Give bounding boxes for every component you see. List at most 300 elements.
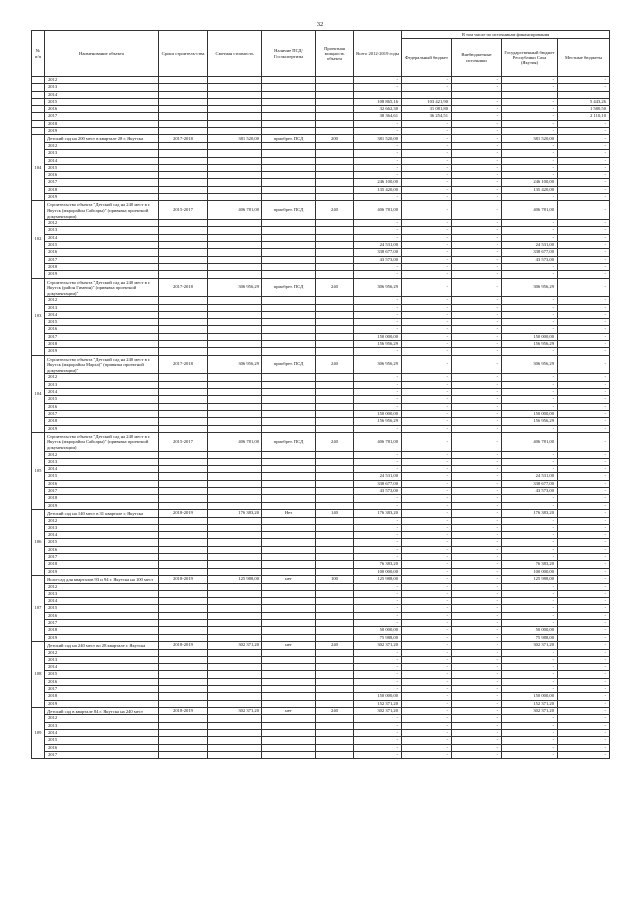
federal-cell: - <box>402 473 452 480</box>
empty-cell <box>159 488 208 495</box>
local-cell: - <box>558 249 610 256</box>
total-cell: - <box>354 502 402 509</box>
table-row <box>32 480 610 487</box>
state-cell: - <box>502 532 558 539</box>
year-cell: 2014 <box>45 664 159 671</box>
object-extra: - <box>452 355 502 374</box>
object-state: 302 371,20 <box>502 641 558 649</box>
federal-cell: - <box>402 157 452 164</box>
empty-cell <box>262 333 316 340</box>
empty-cell <box>208 396 262 403</box>
object-total: 406 781,00 <box>354 432 402 451</box>
empty-cell <box>262 612 316 619</box>
empty-cell <box>262 98 316 105</box>
empty-cell <box>316 150 354 157</box>
state-cell: - <box>502 389 558 396</box>
empty-cell <box>316 546 354 553</box>
total-cell: - <box>354 737 402 744</box>
total-cell: - <box>354 546 402 553</box>
empty-cell <box>262 91 316 98</box>
empty-cell <box>159 403 208 410</box>
empty-cell <box>159 737 208 744</box>
table-row <box>32 671 610 678</box>
table-row <box>32 539 610 546</box>
extra-cell: - <box>452 466 502 473</box>
extra-cell: - <box>452 737 502 744</box>
total-cell: - <box>354 120 402 127</box>
empty-cell <box>262 418 316 425</box>
empty-cell <box>159 164 208 171</box>
table-row <box>32 326 610 333</box>
empty-cell <box>316 172 354 179</box>
header-state: Государственный бюджет Республики Саха (Якутия) <box>502 39 558 77</box>
empty-cell <box>159 715 208 722</box>
federal-cell: - <box>402 656 452 663</box>
empty-cell <box>316 627 354 634</box>
local-cell: - <box>558 326 610 333</box>
object-psd: приобрет. ПСД <box>262 135 316 143</box>
year-cell: 2014 <box>45 730 159 737</box>
state-cell: 24 531,00 <box>502 473 558 480</box>
empty-cell <box>316 256 354 263</box>
empty-cell <box>159 150 208 157</box>
empty-cell <box>159 466 208 473</box>
object-number: 104 <box>32 355 45 432</box>
table-row <box>32 396 610 403</box>
local-cell: - <box>558 627 610 634</box>
state-cell: - <box>502 271 558 278</box>
empty-cell <box>159 425 208 432</box>
total-cell: - <box>354 234 402 241</box>
local-cell: - <box>558 451 610 458</box>
extra-cell: - <box>452 410 502 417</box>
empty-cell <box>262 220 316 227</box>
object-row <box>32 135 610 143</box>
empty-cell <box>208 744 262 751</box>
object-psd: нет <box>262 641 316 649</box>
extra-cell: - <box>452 730 502 737</box>
state-cell: - <box>502 620 558 627</box>
empty-cell <box>262 649 316 656</box>
empty-cell <box>316 561 354 568</box>
empty-cell <box>316 634 354 641</box>
total-cell: - <box>354 389 402 396</box>
year-cell: 2015 <box>45 539 159 546</box>
local-cell: - <box>558 348 610 355</box>
federal-cell: - <box>402 488 452 495</box>
object-local: - <box>558 575 610 583</box>
year-cell: 2019 <box>45 425 159 432</box>
extra-cell: - <box>452 194 502 201</box>
object-extra: - <box>452 641 502 649</box>
empty-cell <box>208 546 262 553</box>
year-cell: 2015 <box>45 396 159 403</box>
empty-cell <box>208 495 262 502</box>
federal-cell: - <box>402 502 452 509</box>
empty-cell <box>159 605 208 612</box>
empty-cell <box>159 242 208 249</box>
empty-cell <box>208 381 262 388</box>
empty-cell <box>316 671 354 678</box>
object-name: Строительство объекта "Детский сад на 240 мест в г. Якутск (мкрорайон Марха)" (привязка проектной документации)" <box>45 355 159 374</box>
state-cell: - <box>502 374 558 381</box>
empty-cell <box>159 194 208 201</box>
local-cell: - <box>558 319 610 326</box>
local-cell: - <box>558 389 610 396</box>
local-cell: - <box>558 425 610 432</box>
state-cell: - <box>502 649 558 656</box>
object-number: 104 <box>32 135 45 201</box>
empty-cell <box>316 396 354 403</box>
empty-cell <box>208 179 262 186</box>
object-capacity: 240 <box>316 641 354 649</box>
federal-cell: - <box>402 333 452 340</box>
state-cell: - <box>502 744 558 751</box>
federal-cell: - <box>402 678 452 685</box>
total-cell: - <box>354 128 402 135</box>
empty-cell <box>208 172 262 179</box>
table-row <box>32 91 610 98</box>
object-capacity: 100 <box>316 575 354 583</box>
state-cell: 24 531,00 <box>502 242 558 249</box>
table-row <box>32 524 610 531</box>
empty-cell <box>262 495 316 502</box>
object-cost: 381 520,00 <box>208 135 262 143</box>
table-row <box>32 297 610 304</box>
empty-cell <box>316 649 354 656</box>
extra-cell: - <box>452 157 502 164</box>
year-cell: 2017 <box>45 488 159 495</box>
object-state: 406 781,00 <box>502 201 558 220</box>
empty-cell <box>159 186 208 193</box>
empty-cell <box>208 627 262 634</box>
federal-cell: - <box>402 311 452 318</box>
object-psd: Нет <box>262 509 316 517</box>
federal-cell: - <box>402 649 452 656</box>
table-row <box>32 403 610 410</box>
object-extra: - <box>452 201 502 220</box>
year-cell: 2019 <box>45 194 159 201</box>
empty-cell <box>316 311 354 318</box>
year-cell: 2019 <box>45 128 159 135</box>
federal-cell: - <box>402 744 452 751</box>
table-row <box>32 627 610 634</box>
local-cell: - <box>558 164 610 171</box>
empty-cell <box>159 678 208 685</box>
empty-cell <box>159 539 208 546</box>
local-cell: 2 110,10 <box>558 113 610 120</box>
local-cell: - <box>558 532 610 539</box>
federal-cell: - <box>402 722 452 729</box>
federal-cell: - <box>402 598 452 605</box>
federal-cell: - <box>402 517 452 524</box>
extra-cell: - <box>452 561 502 568</box>
year-cell: 2014 <box>45 311 159 318</box>
state-cell: - <box>502 466 558 473</box>
local-cell: - <box>558 554 610 561</box>
object-federal: - <box>402 509 452 517</box>
object-number: 106 <box>32 509 45 575</box>
extra-cell: - <box>452 649 502 656</box>
object-psd: приобрет. ПСД <box>262 355 316 374</box>
table-row <box>32 142 610 149</box>
empty-cell <box>316 381 354 388</box>
total-cell: 100 000,00 <box>354 568 402 575</box>
state-cell: - <box>502 737 558 744</box>
empty-cell <box>316 157 354 164</box>
empty-cell <box>262 77 316 84</box>
extra-cell: - <box>452 693 502 700</box>
state-cell: - <box>502 517 558 524</box>
empty-cell <box>262 561 316 568</box>
state-cell: - <box>502 106 558 113</box>
total-cell: - <box>354 157 402 164</box>
table-row <box>32 451 610 458</box>
object-cost: 306 956,29 <box>208 355 262 374</box>
object-number: 102 <box>32 201 45 278</box>
extra-cell: - <box>452 113 502 120</box>
empty-cell <box>159 561 208 568</box>
empty-cell <box>208 678 262 685</box>
year-cell: 2017 <box>45 256 159 263</box>
object-row <box>32 641 610 649</box>
local-cell: - <box>558 715 610 722</box>
empty-cell <box>159 77 208 84</box>
header-name: Наименование объекта <box>45 31 159 77</box>
empty-cell <box>159 612 208 619</box>
object-cost: 302 371,20 <box>208 707 262 715</box>
federal-cell: - <box>402 620 452 627</box>
year-cell: 2015 <box>45 98 159 105</box>
empty-cell <box>208 473 262 480</box>
year-cell: 2016 <box>45 612 159 619</box>
empty-cell <box>159 271 208 278</box>
empty-cell <box>159 263 208 270</box>
table-row <box>32 242 610 249</box>
total-cell: - <box>354 744 402 751</box>
year-cell: 2016 <box>45 403 159 410</box>
total-cell: 338 677,00 <box>354 480 402 487</box>
total-cell: - <box>354 605 402 612</box>
local-cell: - <box>558 458 610 465</box>
page-number: 32 <box>316 21 324 28</box>
local-cell: - <box>558 649 610 656</box>
table-row <box>32 656 610 663</box>
year-cell: 2017 <box>45 333 159 340</box>
extra-cell: - <box>452 583 502 590</box>
federal-cell: - <box>402 664 452 671</box>
federal-cell: - <box>402 242 452 249</box>
state-cell: - <box>502 612 558 619</box>
object-cost: 406 781,00 <box>208 432 262 451</box>
table-row <box>32 517 610 524</box>
object-capacity: 240 <box>316 707 354 715</box>
empty-cell <box>208 620 262 627</box>
empty-cell <box>262 539 316 546</box>
state-cell: - <box>502 524 558 531</box>
table-row <box>32 532 610 539</box>
state-cell: 135 420,00 <box>502 186 558 193</box>
object-period: 2017-2018 <box>159 355 208 374</box>
extra-cell: - <box>452 304 502 311</box>
table-row <box>32 341 610 348</box>
empty-cell <box>159 179 208 186</box>
empty-cell <box>262 546 316 553</box>
empty-cell <box>159 304 208 311</box>
empty-cell <box>316 304 354 311</box>
empty-cell <box>208 700 262 707</box>
extra-cell: - <box>452 480 502 487</box>
empty-cell <box>316 722 354 729</box>
empty-cell <box>316 263 354 270</box>
empty-cell <box>208 532 262 539</box>
year-cell: 2012 <box>45 297 159 304</box>
extra-cell: - <box>452 84 502 91</box>
extra-cell: - <box>452 546 502 553</box>
total-cell: - <box>354 532 402 539</box>
empty-cell <box>159 524 208 531</box>
extra-cell: - <box>452 488 502 495</box>
empty-cell <box>316 297 354 304</box>
year-cell: 2013 <box>45 381 159 388</box>
empty-cell <box>262 271 316 278</box>
year-cell: 2017 <box>45 179 159 186</box>
state-cell: - <box>502 425 558 432</box>
total-cell: - <box>354 671 402 678</box>
object-capacity: 240 <box>316 355 354 374</box>
empty-cell <box>208 113 262 120</box>
empty-cell <box>316 524 354 531</box>
extra-cell: - <box>452 722 502 729</box>
local-cell: - <box>558 524 610 531</box>
empty-cell <box>208 297 262 304</box>
extra-cell: - <box>452 403 502 410</box>
empty-cell <box>316 242 354 249</box>
table-row <box>32 649 610 656</box>
federal-cell: - <box>402 410 452 417</box>
total-cell: - <box>354 263 402 270</box>
empty-cell <box>262 113 316 120</box>
extra-cell: - <box>452 671 502 678</box>
local-cell: 5 443,26 <box>558 98 610 105</box>
total-cell: 108 865,16 <box>354 98 402 105</box>
empty-cell <box>208 304 262 311</box>
year-cell: 2012 <box>45 451 159 458</box>
empty-cell <box>262 517 316 524</box>
total-cell: 135 420,00 <box>354 186 402 193</box>
empty-cell <box>208 263 262 270</box>
federal-cell: - <box>402 524 452 531</box>
year-cell: 2013 <box>45 84 159 91</box>
empty-cell <box>159 113 208 120</box>
total-cell <box>354 91 402 98</box>
empty-cell <box>159 583 208 590</box>
extra-cell: - <box>452 612 502 619</box>
object-number: 103 <box>32 278 45 355</box>
state-cell: - <box>502 84 558 91</box>
extra-cell: - <box>452 634 502 641</box>
table-row <box>32 612 610 619</box>
federal-cell: - <box>402 700 452 707</box>
state-cell: - <box>502 77 558 84</box>
empty-cell <box>159 517 208 524</box>
empty-cell <box>208 348 262 355</box>
empty-cell <box>208 77 262 84</box>
state-cell: - <box>502 458 558 465</box>
table-row <box>32 113 610 120</box>
empty-cell <box>262 389 316 396</box>
empty-cell <box>208 91 262 98</box>
object-capacity: 200 <box>316 135 354 143</box>
local-cell: - <box>558 656 610 663</box>
empty-cell <box>316 84 354 91</box>
federal-cell: - <box>402 297 452 304</box>
local-cell: - <box>558 473 610 480</box>
empty-cell <box>262 410 316 417</box>
extra-cell: - <box>452 664 502 671</box>
empty-cell <box>262 150 316 157</box>
extra-cell: - <box>452 271 502 278</box>
extra-cell: - <box>452 502 502 509</box>
year-cell: 2012 <box>45 77 159 84</box>
state-cell: - <box>502 722 558 729</box>
local-cell: - <box>558 612 610 619</box>
object-extra: - <box>452 432 502 451</box>
empty-cell <box>262 656 316 663</box>
empty-cell <box>316 730 354 737</box>
extra-cell: - <box>452 605 502 612</box>
empty-cell <box>262 685 316 692</box>
empty-cell <box>208 664 262 671</box>
year-cell: 2012 <box>45 142 159 149</box>
empty-no-cell <box>32 128 45 135</box>
federal-cell: - <box>402 627 452 634</box>
table-row <box>32 554 610 561</box>
object-total: 176 383,20 <box>354 509 402 517</box>
empty-cell <box>159 700 208 707</box>
header-funding-group: В том числе по источникам финансирования <box>402 31 610 39</box>
state-cell: - <box>502 502 558 509</box>
total-cell: - <box>354 304 402 311</box>
object-local: - <box>558 135 610 143</box>
object-name: Строительство объекта "Детский сад на 240 мест в г. Якутск (мкрорайон Сайсары)" (привязка проектной документации) <box>45 201 159 220</box>
extra-cell: - <box>452 554 502 561</box>
federal-cell: - <box>402 271 452 278</box>
header-local: Местные бюджеты <box>558 39 610 77</box>
empty-no-cell <box>32 120 45 127</box>
local-cell: - <box>558 737 610 744</box>
empty-cell <box>208 374 262 381</box>
object-number: 108 <box>32 641 45 707</box>
local-cell: - <box>558 480 610 487</box>
empty-cell <box>316 348 354 355</box>
empty-cell <box>208 319 262 326</box>
federal-cell: - <box>402 605 452 612</box>
year-cell: 2012 <box>45 517 159 524</box>
empty-cell <box>208 451 262 458</box>
table-row <box>32 744 610 751</box>
year-cell: 2015 <box>45 319 159 326</box>
year-cell: 2012 <box>45 715 159 722</box>
total-cell: - <box>354 590 402 597</box>
year-cell: 2018 <box>45 263 159 270</box>
state-cell: - <box>502 730 558 737</box>
table-row <box>32 271 610 278</box>
empty-cell <box>316 451 354 458</box>
year-cell: 2015 <box>45 164 159 171</box>
table-row <box>32 722 610 729</box>
federal-cell: - <box>402 480 452 487</box>
